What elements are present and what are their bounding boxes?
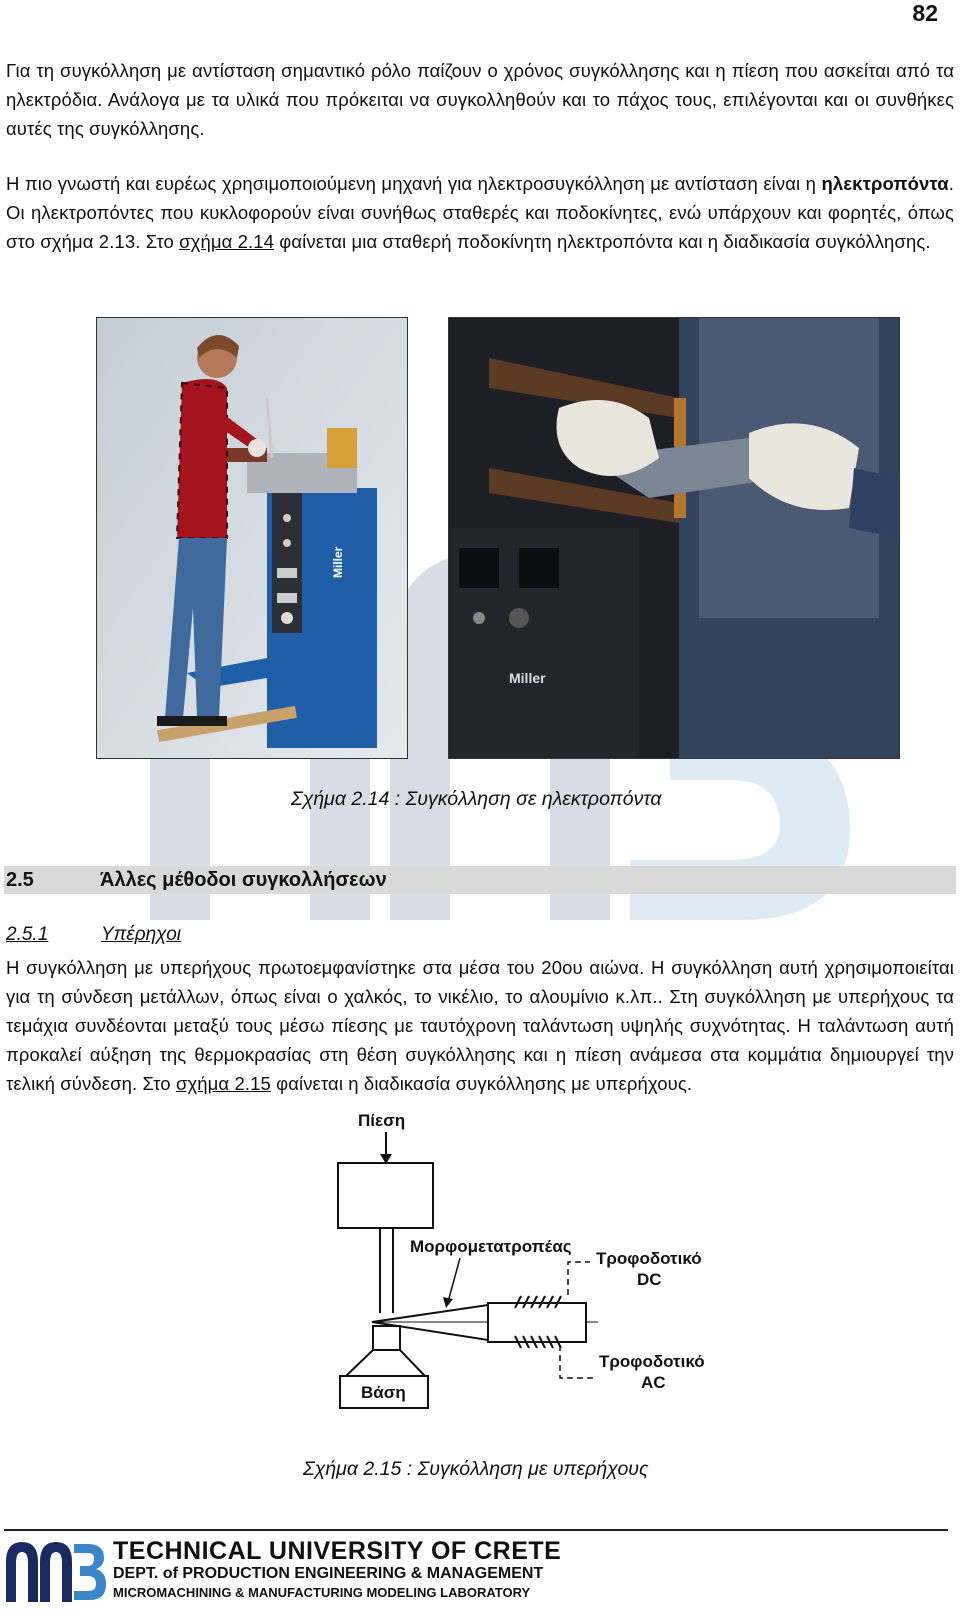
footer-university: TECHNICAL UNIVERSITY OF CRETE xyxy=(113,1537,562,1565)
figure-2-15-caption: Σχήμα 2.15 : Συγκόλληση με υπερήχους xyxy=(303,1458,649,1480)
paragraph-ultrasonic: Η συγκόλληση με υπερήχους πρωτοεμφανίστηκε στα μέσα του 20ου αιώνα. Η συγκόλληση αυτή χρησιμοποιείται για τη σύνδεση μετάλλων, όπως είναι ο χαλκός, το νικέλιο, το αλουμίνιο κ.λπ.. Στη συγκόλληση με υπερήχους τα τεμάχια συνδέονται μεταξύ τους μέσω πίεσης με ταυτόχρονη ταλάντωση υψηλής συχνότητας. Η ταλάντωση αυτή προκαλεί αύξηση της θερμοκρασίας στη θέση συγκόλλησης και η πίεση ανάμεσα στα κομμάτια δημιουργεί την τελική σύνδεση. Στο σχήμα 2.15 φαίνεται η διαδικασία συγκόλλησης με υπερήχους. xyxy=(6,957,954,1094)
label-transducer: Μορφομετατροπέας xyxy=(410,1237,572,1256)
page-number: 82 xyxy=(912,0,938,26)
ac-lead xyxy=(560,1345,596,1378)
ultrasonic-welding-diagram xyxy=(320,1100,740,1445)
subsection-number: 2.5.1 xyxy=(6,924,49,945)
figure-2-14-caption: Σχήμα 2.14 : Συγκόλληση σε ηλεκτροπόντα xyxy=(291,788,662,810)
section-title: Άλλες μέθοδοι συγκολλήσεων xyxy=(100,869,387,891)
transducer-body xyxy=(488,1303,586,1342)
label-ac-supply: Τροφοδοτικό xyxy=(599,1352,705,1371)
transducer-pointer-head xyxy=(443,1297,453,1308)
footer-laboratory: MICROMACHINING & MANUFACTURING MODELING LABORATORY xyxy=(113,1585,531,1600)
paragraph-spot-welder: Η πιο γνωστή και ευρέως χρησιμοποιούμενη μηχανή για ηλεκτροσυγκόλληση με αντίσταση είναι η ηλεκτροπόντα. Οι ηλεκτροπόντες που κυκλοφορούν είναι συνήθως σταθερές και ποδοκίνητες, ενώ υπάρχουν και φορητές, όπως στο σχήμα 2.13. Στο σχήμα 2.14 φαίνεται μια σταθερή ποδοκίνητη ηλεκτροπόντα και η διαδικασία συγκόλλησης. xyxy=(6,173,954,252)
label-pressure: Πίεση xyxy=(358,1111,406,1130)
label-dc: DC xyxy=(637,1270,662,1289)
subsection-title: Υπέρηχοι xyxy=(101,924,182,945)
term-spot-welder: ηλεκτροπόντα xyxy=(821,173,949,194)
section-number: 2.5 xyxy=(6,869,34,891)
section-heading xyxy=(4,866,956,894)
footer-department: DEPT. of PRODUCTION ENGINEERING & MANAGEMENT xyxy=(113,1565,544,1582)
photo-spot-welder-operator xyxy=(96,317,408,759)
label-dc-supply: Τροφοδοτικό xyxy=(596,1249,702,1268)
machine-brand-label: Miller xyxy=(331,546,345,578)
dc-lead xyxy=(568,1262,590,1295)
label-ac: AC xyxy=(641,1373,666,1392)
press-block xyxy=(338,1163,433,1228)
figure-2-15-link[interactable]: σχήμα 2.15 xyxy=(175,1073,271,1094)
photo-spot-welding-closeup xyxy=(448,317,900,759)
university-logo xyxy=(4,1536,108,1604)
anvil-neck xyxy=(373,1326,400,1350)
machine-brand-label-2: Miller xyxy=(509,670,546,686)
label-base: Βάση xyxy=(361,1383,406,1402)
footer-rule xyxy=(4,1529,948,1531)
anvil xyxy=(346,1350,425,1376)
paragraph-resistance-welding: Για τη συγκόλληση με αντίσταση σημαντικό ρόλο παίζουν ο χρόνος συγκόλλησης και η πίεση που ασκείται από τα ηλεκτρόδια. Ανάλογα με τα υλικά που πρόκειται να συγκολληθούν και το πάχος τους, επιλέγονται και οι συνθήκες αυτές της συγκόλλησης. xyxy=(6,60,954,139)
figure-2-14-link[interactable]: σχήμα 2.14 xyxy=(179,231,275,252)
footer-text xyxy=(113,1539,561,1599)
transducer-pointer xyxy=(448,1258,460,1302)
